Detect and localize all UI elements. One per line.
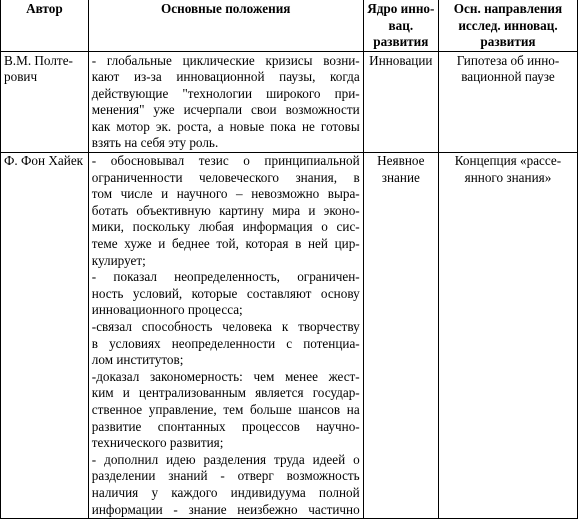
cell-research-directions: Гипотеза об инно- вационной паузе (438, 51, 577, 153)
cell-author: Ф. Фон Хайек (1, 153, 89, 519)
header-research-directions: Осн. направления исслед. инновац. развития (438, 0, 577, 51)
header-main-provisions: Основные положения (88, 0, 363, 51)
table-row (1, 153, 578, 519)
header-innovation-core: Ядро инно- вац. развития (363, 0, 438, 51)
header-author: Автор (1, 0, 89, 51)
cell-research-directions: Концепция «рассе- янного знания» (438, 153, 577, 519)
cell-innovation-core: Инновации (363, 51, 438, 153)
cell-innovation-core: Неявное знание (363, 153, 438, 519)
cell-author: В.М. Полте- рович (1, 51, 89, 153)
cell-main-provisions: - глобальные циклические кризисы возни- кают из-за инновационной паузы, когда действующие "технологии широкого при- менения" уже исчерпали свои возможности как мотор эк. роста, а новые пока не готовы взять на себя эту роль. (88, 51, 363, 153)
cell-main-provisions: - обосновывал тезис о принципиальной ограниченности человеческого знания, в том числе и научного – невозможно выра- ботать объективную картину мира и эконо- мики, поскольку любая информация о сис- теме хуже и беднее той, которая в ней цир- кулирует; - показал неопределенность, ограничен- ность условий, которые составляют основу инновационного процесса; -связал способность человека к творчеству в условиях неопределенности с потенциа- лом институтов; -доказал закономерность: чем менее жест- ким и централизованным является государ- ственное управление, тем больше шансов на развитие спонтанных процессов научно- технического развития; - дополнил идею разделения труда идеей о разделении знаний - отверг возможность наличия у каждого индивидуума полной информации - знание неизбежно частично (88, 153, 363, 519)
table-header-row (1, 0, 578, 51)
table-row (1, 51, 578, 153)
